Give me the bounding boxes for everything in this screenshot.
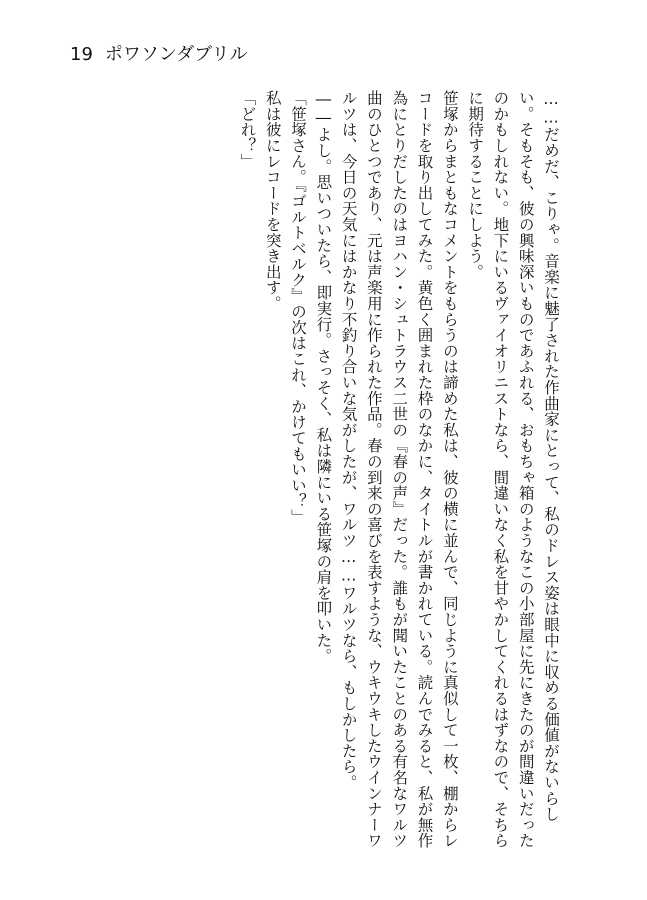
paragraph: ……だめだ、こりゃ。音楽に魅了された作曲家にとって、私のドレス姿は眼中に収める価値がないらしい。そもそも、彼の興味深いものであふれる、おもちゃ箱のようなこの小部屋に先にきたのが間違いだったのかもしれない。地下にいるヴァイオリニストなら、間違いなく私を甘やかしてくれるはずなので、そちらに期待することにしよう。 — [466, 90, 560, 849]
paragraph: 私は彼にレコードを突き出す。 — [263, 90, 282, 312]
paragraph: 「どれ？」 — [238, 90, 257, 169]
paragraph: 「笹塚さん。『ゴルトベルク』の次はこれ、かけてもいい？」 — [289, 90, 308, 525]
page-header — [70, 40, 247, 66]
paragraph: 笹塚からまともなコメントをもらうのは諦めた私は、彼の横に並んで、同じように真似して一枚、棚からレコードを取り出してみた。黄色く囲まれた枠のなかに、タイトルが書かれている。読んでみると、私が無作為にとりだしたのはヨハン・シュトラウス二世の『春の声』だった。誰もが聞いたことのある有名なワルツ曲のひとつであり、元は声楽用に作られた作品。春の到来の喜びを表すような、ウキウキしたウインナーワルツは、今日の天気にはかなり不釣り合いな気がしたが、ワルツ……ワルツなら、もしかしたら。 — [339, 90, 459, 849]
chapter-title: ポワソンダブリル — [104, 44, 248, 65]
page-number: 19 — [70, 44, 93, 65]
body-text — [234, 90, 563, 850]
paragraph: ――よし。思いついたら、即実行。さっそく、私は隣にいる笹塚の肩を叩いた。 — [314, 90, 333, 664]
